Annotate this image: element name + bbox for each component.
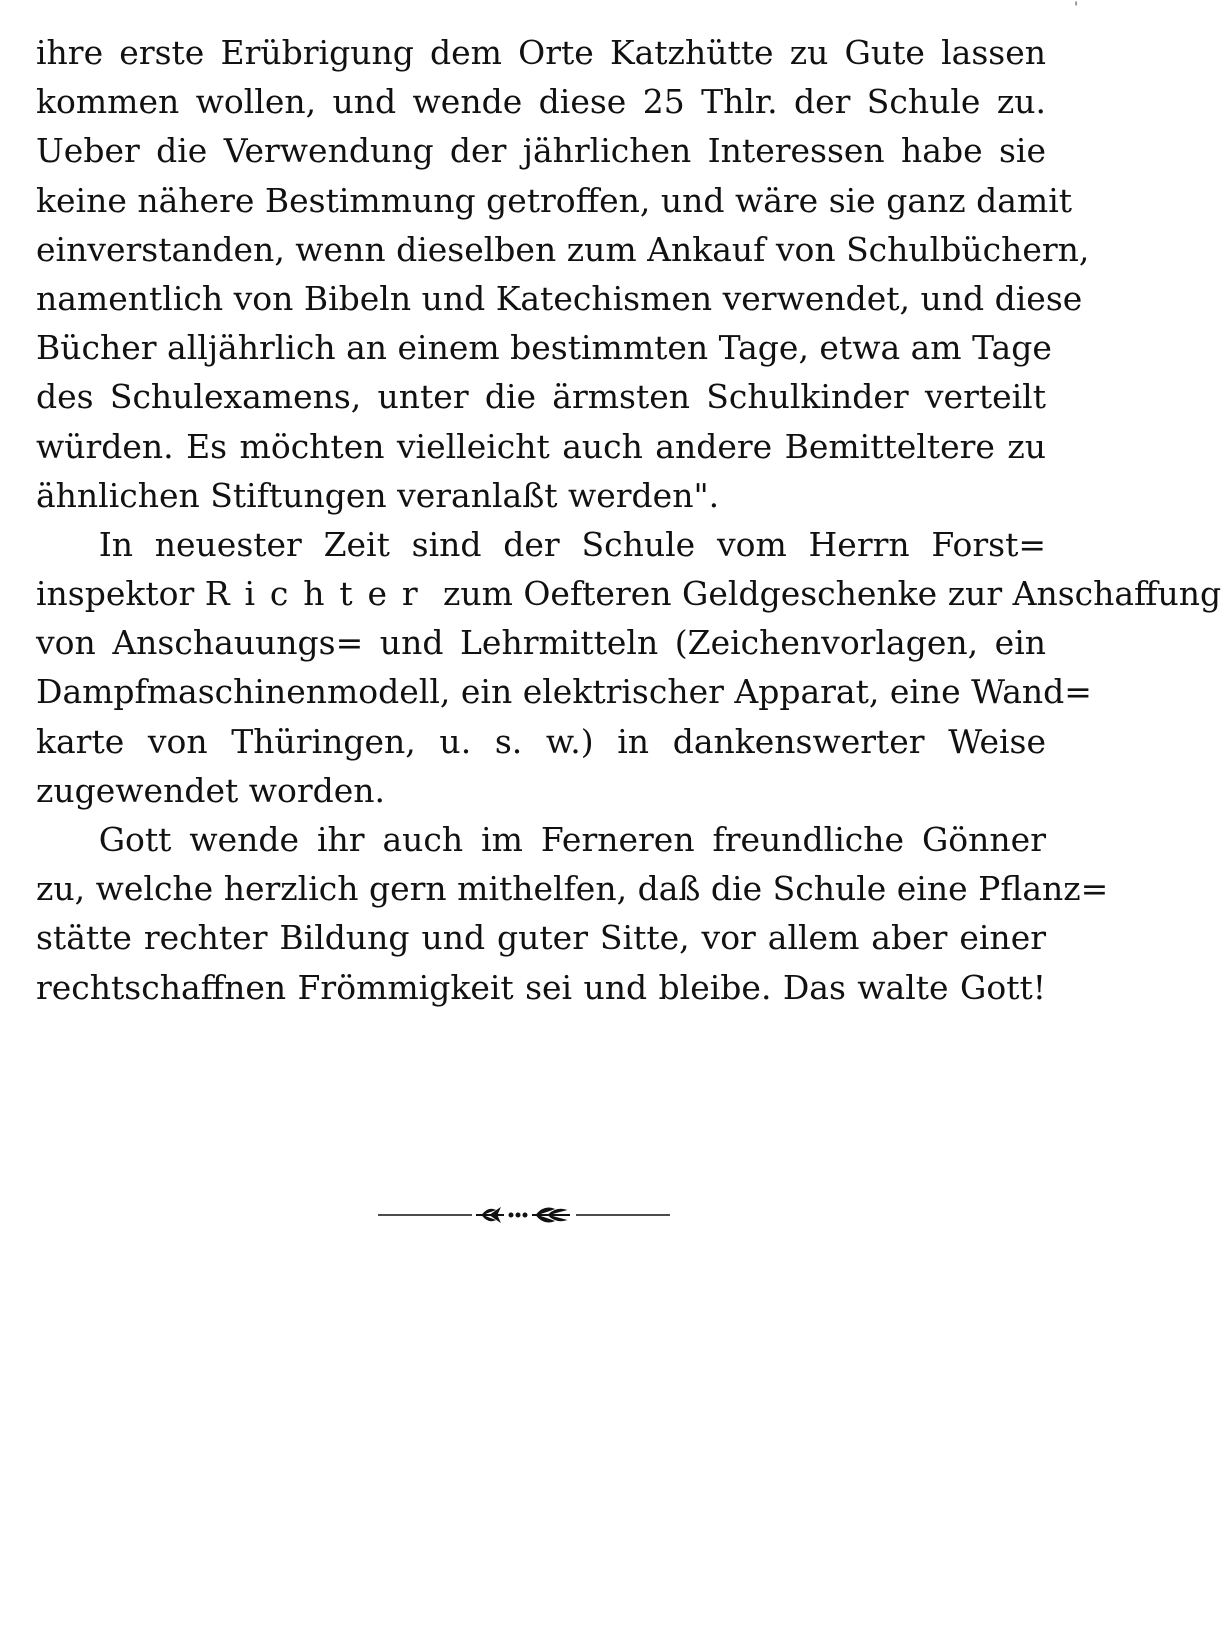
person-name: Richter [204,574,433,614]
text-line: von Anschauungs= und Lehrmitteln (Zeichenvorlagen, ein [36,623,1046,663]
text-line: rechtschaffnen Frömmigkeit sei und bleibe. Das walte Gott! [36,967,1046,1007]
text-line: Dampfmaschinenmodell, ein elektrischer Apparat, eine Wand= [36,672,1092,712]
text-line: ihre erste Erübrigung dem Orte Katzhütte zu Gute lassen [36,33,1046,72]
text-line: karte von Thüringen, u. s. w.) in dankenswerter Weise [36,721,1046,761]
text-line: keine nähere Bestimmung getroffen, und wäre sie ganz damit [36,180,1073,220]
text-line: In neuester Zeit sind der Schule vom Herrn Forst= [98,524,1046,564]
text-line: des Schulexamens, unter die ärmsten Schulkinder verteilt [36,377,1046,417]
text-line: einverstanden, wenn dieselben zum Ankauf von Schulbüchern, [36,229,1090,269]
body-text [36,28,1221,1012]
text-line: stätte rechter Bildung und guter Sitte, vor allem aber einer [36,918,1046,958]
text-line: zu, welche herzlich gern mithelfen, daß die Schule eine Pflanz= [36,869,1109,909]
text-line: Ueber die Verwendung der jährlichen Interessen habe sie [36,131,1046,171]
text-line: Gott wende ihr auch im Ferneren freundliche Gönner [98,820,1046,859]
text-line: ähnlichen Stiftungen veranlaßt werden". [36,475,720,515]
text-line-with-name [36,569,1221,618]
text-line: kommen wollen, und wende diese 25 Thlr. der Schule zu. [36,82,1046,122]
ornament-divider [378,1200,670,1230]
corner-mark: ' [1074,0,1078,16]
text-line: Bücher alljährlich an einem bestimmten Tage, etwa am Tage [36,328,1052,368]
text-line: namentlich von Bibeln und Katechismen verwendet, und diese [36,278,1083,318]
text-fragment: inspektor [36,574,195,614]
text-fragment: zum Oefteren Geldgeschenke zur Anschaffung [442,574,1221,614]
text-line: zugewendet worden. [36,770,386,810]
text-line: würden. Es möchten vielleicht auch andere Bemitteltere zu [36,426,1046,466]
